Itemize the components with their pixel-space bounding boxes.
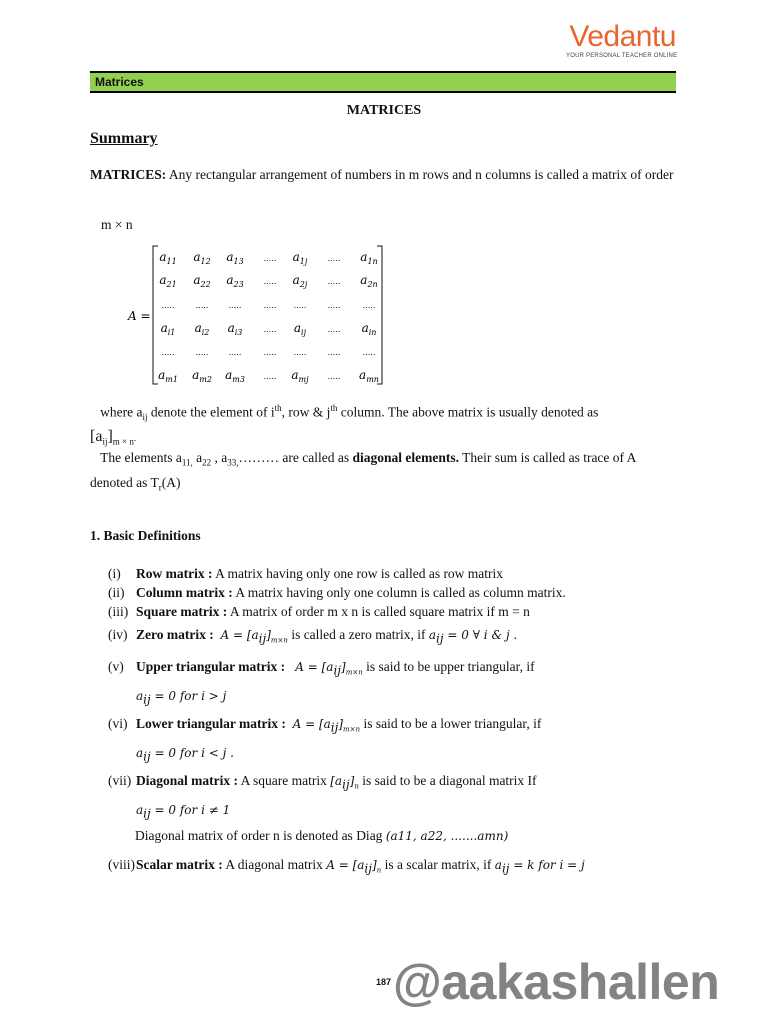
cond-a: a xyxy=(136,803,144,817)
watermark: @aakashallen xyxy=(393,954,720,1010)
def-math: A = [a xyxy=(220,628,259,642)
def-math2-sub: ij xyxy=(501,861,510,876)
def-text: A matrix of order m x n is called square matrix if m = n xyxy=(227,604,530,619)
matrix-cell: ..... xyxy=(327,254,341,263)
diag-notation-text: Diagonal matrix of order n is denoted as Diag xyxy=(135,828,386,843)
cond-end: = 0 for i > j xyxy=(150,689,227,703)
page-title: MATRICES xyxy=(346,103,422,118)
matrix-cell: ..... xyxy=(195,348,209,357)
summary-heading: Summary xyxy=(90,130,158,147)
def-diagonal-notation xyxy=(135,828,508,844)
def-term: Scalar matrix : xyxy=(136,857,223,872)
matrix-cell: $a_{ij}$ xyxy=(293,321,307,337)
def-square-matrix xyxy=(108,604,530,620)
def-upper-condition xyxy=(136,688,226,707)
def-text: A matrix having only one row is called as row matrix xyxy=(212,566,504,581)
def-math-end: ] xyxy=(338,717,344,731)
matrix-cell: ..... xyxy=(263,301,277,310)
def-text: is called a zero matrix, if xyxy=(287,627,429,642)
matrix-cell: $a_{13}$ xyxy=(226,250,244,266)
def-zero-matrix xyxy=(108,627,517,646)
def-math: A = [a xyxy=(292,717,331,731)
matrix-cell: $a_{m3}$ xyxy=(225,368,245,384)
matrix-cell: $a_{m2}$ xyxy=(192,368,212,384)
def-term: Column matrix : xyxy=(136,585,233,600)
matrix-cell: ..... xyxy=(293,348,307,357)
matrix-cell: $a_{mn}$ xyxy=(359,368,379,384)
diag-p2: a xyxy=(192,450,203,465)
matrix-cell: ..... xyxy=(263,372,277,381)
notation-open: [a xyxy=(90,428,103,446)
matrix-cells xyxy=(158,250,379,384)
def-math-sub: ij xyxy=(364,861,372,876)
def-term: Zero matrix : xyxy=(136,627,214,642)
def-num: (v) xyxy=(108,659,124,674)
def-num: (iv) xyxy=(108,627,128,642)
def-math-end: ] xyxy=(341,660,346,674)
cond-a: a xyxy=(136,689,144,703)
diag-bold: diagonal elements. xyxy=(352,450,459,465)
def-math-end: ] xyxy=(266,628,271,642)
diag-sub: r xyxy=(158,482,162,493)
def-math2-end: = 0 ∀ i & j . xyxy=(443,628,518,642)
matrix-cell: $a_{1j}$ xyxy=(292,250,308,266)
notation-close: ] xyxy=(107,428,113,446)
def-num: (vii) xyxy=(108,773,132,788)
def-text: A diagonal matrix xyxy=(222,857,327,872)
def-text: A matrix having only one column is called as column matrix. xyxy=(232,585,566,600)
def-math: A = [a xyxy=(326,858,365,872)
cond-sub: ij xyxy=(143,749,151,764)
matrix-cell: $a_{m1}$ xyxy=(158,368,178,384)
def-text: is said to be a lower triangular, if xyxy=(360,716,542,731)
def-math-sub: ij xyxy=(333,663,341,678)
def-scalar-matrix xyxy=(108,857,585,876)
matrix-cell: ..... xyxy=(362,301,376,310)
matrix-cell: $a_{i3}$ xyxy=(227,321,243,337)
chapter-banner xyxy=(90,71,676,93)
notation-sub: ij xyxy=(102,436,108,447)
def-num: (vi) xyxy=(108,716,128,731)
matrix-cell: ..... xyxy=(263,277,277,286)
def-math-sub: ij xyxy=(258,631,267,646)
matrix-cell: ..... xyxy=(362,348,376,357)
def-math2: a xyxy=(494,858,502,872)
def-math-order: m×n xyxy=(345,668,363,677)
matrix-cell: ..... xyxy=(327,348,341,357)
diag-s1: 11, xyxy=(181,457,193,468)
matrix-cell: $a_{23}$ xyxy=(226,273,244,289)
diag-notation-math: (a11, a22, .......amn) xyxy=(385,829,509,843)
def-math: [a xyxy=(330,774,343,788)
def-text2: is said to be a diagonal matrix If xyxy=(358,773,537,788)
def-math-sub: ij xyxy=(342,777,350,792)
matrix-cell: $a_{1n}$ xyxy=(360,250,378,266)
matrix-cell: ..... xyxy=(263,325,277,334)
def-term: Upper triangular matrix : xyxy=(136,659,286,674)
where-paragraph xyxy=(90,398,680,452)
def-math-order: m×n xyxy=(343,725,361,734)
logo-tagline: YOUR PERSONAL TEACHER ONLINE xyxy=(566,53,678,59)
matrix-cell: ..... xyxy=(228,301,242,310)
where-p2: denote the element of i xyxy=(147,404,275,420)
def-math2: a xyxy=(428,628,437,642)
def-math-end: ] xyxy=(349,774,355,788)
matrix-cell: ..... xyxy=(195,301,209,310)
vedantu-logo xyxy=(566,22,676,59)
matrix-cell: $a_{2n}$ xyxy=(360,273,378,289)
matrix-cell: ..... xyxy=(263,348,277,357)
matrix-lhs: A = xyxy=(128,309,151,323)
left-bracket xyxy=(153,246,158,384)
matrix-cell: ..... xyxy=(327,372,341,381)
matrix-cell: $a_{i1}$ xyxy=(160,321,176,337)
diag-s2: 22 xyxy=(202,457,212,468)
where-sup-2: th xyxy=(330,403,338,413)
matrix-cell: $a_{2j}$ xyxy=(292,273,308,289)
diag-p5: Their sum is called as trace of A denoted as T xyxy=(90,450,636,490)
def-math-order: n xyxy=(376,866,382,875)
def-math2-end: = k for i = j xyxy=(509,858,585,872)
def-text2: is a scalar matrix, if xyxy=(381,857,495,872)
def-term: Square matrix : xyxy=(136,604,228,619)
def-text: is said to be upper triangular, if xyxy=(362,659,535,674)
general-matrix xyxy=(120,240,400,390)
matrix-cell: ..... xyxy=(263,254,277,263)
matrix-cell: ..... xyxy=(161,301,175,310)
matrix-cell: $a_{mj}$ xyxy=(291,368,309,384)
def-math2-sub: ij xyxy=(436,631,444,646)
matrix-cell: $a_{11}$ xyxy=(159,250,177,266)
notation-dot: . xyxy=(133,433,137,444)
intro-label: MATRICES: xyxy=(90,167,167,182)
cond-sub: ij xyxy=(143,806,151,821)
where-sub: ij xyxy=(142,412,148,423)
where-sup-1: th xyxy=(274,403,282,413)
matrix-cell: $a_{22}$ xyxy=(193,273,211,289)
def-diagonal-matrix xyxy=(108,773,537,792)
matrix-cell: $a_{i2}$ xyxy=(194,321,210,337)
section-heading: 1. Basic Definitions xyxy=(90,528,201,543)
logo-text: Vedantu xyxy=(569,20,676,53)
matrix-cell: ..... xyxy=(327,325,341,334)
cond-sub: ij xyxy=(143,692,151,707)
def-math-order: m×n xyxy=(270,636,288,645)
cond-end: = 0 for i < j . xyxy=(150,746,234,760)
def-text: A square matrix xyxy=(238,773,331,788)
def-column-matrix xyxy=(108,585,566,601)
def-num: (iii) xyxy=(108,604,129,619)
def-math: A = [a xyxy=(295,660,334,674)
matrix-cell: $a_{12}$ xyxy=(193,250,211,266)
def-math-order: n xyxy=(354,782,359,791)
diag-p3: , a xyxy=(211,450,228,465)
matrix-cell: $a_{21}$ xyxy=(159,273,177,289)
def-row-matrix xyxy=(108,566,503,582)
matrix-cell: ..... xyxy=(293,301,307,310)
def-num: (i) xyxy=(108,566,121,581)
def-num: (viii) xyxy=(108,857,135,872)
matrix-cell: ..... xyxy=(327,277,341,286)
notation-order: m × n xyxy=(112,436,134,447)
where-p3: , row & j xyxy=(281,404,331,420)
def-num: (ii) xyxy=(108,585,125,600)
diagonal-paragraph xyxy=(90,448,680,497)
where-p1: where a xyxy=(100,404,143,420)
intro-paragraph xyxy=(90,165,680,185)
def-term: Row matrix : xyxy=(136,566,213,581)
def-math-end: ] xyxy=(371,858,377,872)
matrix-order: m × n xyxy=(101,217,133,232)
diag-s3: 33, xyxy=(227,457,239,468)
def-lower-triangular xyxy=(108,716,541,735)
banner-label: Matrices xyxy=(95,75,144,89)
diag-p4: are called as xyxy=(279,450,353,465)
right-bracket xyxy=(377,246,382,384)
matrix-cell: $a_{in}$ xyxy=(361,321,377,337)
page-number: 187 xyxy=(376,977,392,987)
cond-a: a xyxy=(136,746,144,760)
matrix-cell: ..... xyxy=(327,301,341,310)
matrix-cell: ..... xyxy=(228,348,242,357)
intro-text: Any rectangular arrangement of numbers in m rows and n columns is called a matrix of order xyxy=(166,167,674,182)
def-diagonal-condition xyxy=(136,802,230,821)
diag-dots: ……… xyxy=(238,450,280,465)
def-term: Diagonal matrix : xyxy=(136,773,238,788)
def-lower-condition xyxy=(136,745,234,764)
def-math-sub: ij xyxy=(330,720,339,735)
def-upper-triangular xyxy=(108,659,535,678)
def-term: Lower triangular matrix : xyxy=(136,716,286,731)
cond-end: = 0 for i ≠ 1 xyxy=(150,803,231,817)
diag-p6: (A) xyxy=(161,474,181,490)
matrix-cell: ..... xyxy=(161,348,175,357)
where-p4: column. The above matrix is usually denoted as xyxy=(337,404,599,420)
diag-p1: The elements a xyxy=(100,450,182,465)
